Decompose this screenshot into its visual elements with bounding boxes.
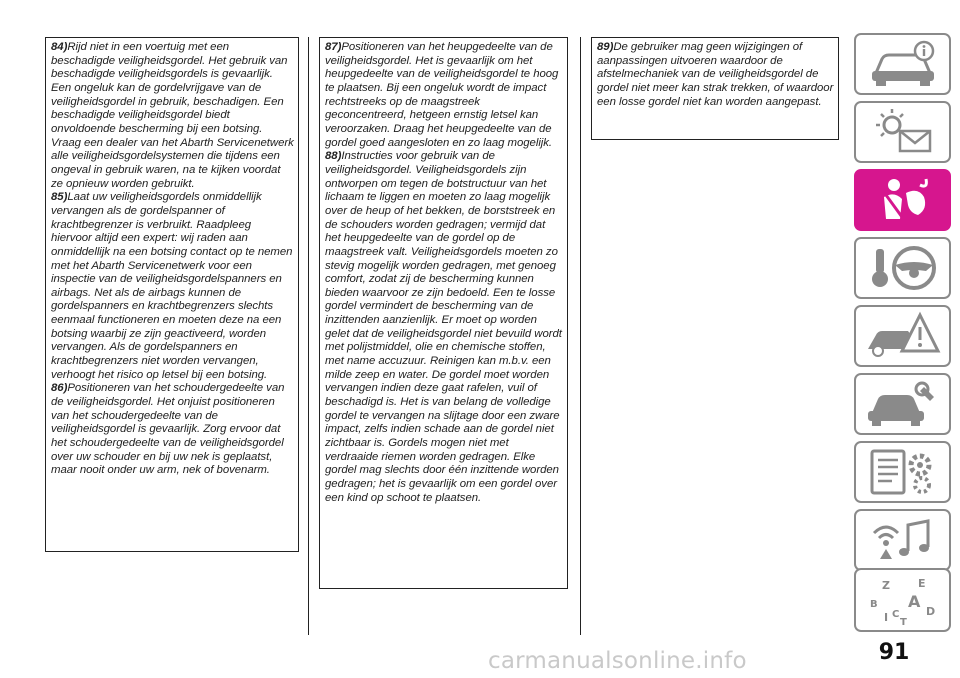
tab-car-info[interactable] (854, 33, 951, 95)
svg-text:B: B (869, 599, 878, 610)
tab-warning-lights[interactable] (854, 101, 951, 163)
svg-text:Z: Z (881, 579, 890, 592)
svg-text:I: I (883, 611, 888, 624)
key-steering-wheel-icon (862, 241, 944, 295)
breakdown-icon (862, 309, 944, 363)
tab-emergency[interactable] (854, 305, 951, 367)
tab-technical-data[interactable] (854, 441, 951, 503)
car-info-icon (862, 37, 944, 91)
note-88: 88)Instructies voor gebruik van de veiligheidsgordel. Veiligheidsgordels zijn ontworpen om tegen de botstructuur van het lichaam te liggen en moeten zo laag mogelijk over de heup of het bekken, de borststreek en de schouders worden gedragen; vermijd dat het heupgedeelte van de gordel op de maagstreek valt. Veiligheidsgordels moeten zo stevig mogelijk worden gedragen, met genoeg comfort, zodat zij de bescherming kunnen bieden waarvoor ze zijn bedoeld. Een te losse gordel vermindert de bescherming van de inzittenden aanzienlijk. Er moet op worden gelet dat de veiligheidsgordel niet bevuild wordt met polijstmiddel, olie en chemische stoffen, met name accuzuur. Reinigen kan m.b.v. een milde zeep en water. De gordel moet worden vervangen indien deze gaat rafelen, vuil of beschadigd is. Het is van belang de volledige gordel te vervangen na slijtage door een zware impact, zelfs indien schade aan de gordel niet zichtbaar is. Gordels mogen niet met verdraaide riemen worden gedragen. Elke gordel mag slechts door één inzittende worden gedragen; het is gevaarlijk om een gordel over een kind op schoot te plaatsen. (325, 150, 562, 504)
warning-box-column-1 (45, 37, 299, 552)
seatbelt-airbag-icon (862, 173, 944, 227)
tab-starting-driving[interactable] (854, 237, 951, 299)
svg-text:E: E (917, 577, 926, 590)
tab-servicing[interactable] (854, 373, 951, 435)
column-divider (308, 37, 309, 635)
note-87: 87)Positioneren van het heupgedeelte van de veiligheidsgordel. Het is gevaarlijk om het heupgedeelte van de veiligheidsgordel te hoog te plaatsen. Bij een ongeluk wordt de impact rechtstreeks op de maagstreek geconcentreerd, hetgeen ernstig letsel kan veroorzaken. Draag het heupgedeelte van de gordel goed aangesloten en zo laag mogelijk. (325, 41, 559, 149)
warning-lights-icon (862, 105, 944, 159)
note-85: 85)Laat uw veiligheidsgordels onmiddellijk vervangen als de gordelspanner of krachtbegrenzer is verbruikt. Raadpleeg hiervoor altijd een expert: wij raden aan onmiddellijk na een botsing contact op te nemen met het Abarth Servicenetwerk voor een inspectie van de veiligheidsgordelspanners en airbags. Net als de airbags kunnen de gordelspanners en krachtbegrenzers slechts eenmaal functioneren en moeten deze na een botsing waarbij ze zijn geactiveerd, worden vervangen. Als de gordelspanners en krachtbegrenzers niet worden vervangen, verhoogt het risico op letsel bij een botsing. (51, 191, 293, 381)
svg-text:D: D (925, 605, 935, 618)
technical-data-icon (862, 445, 944, 499)
note-86: 86)Positioneren van het schoudergedeelte van de veiligheidsgordel. Het onjuist positioneren van het schoudergedeelte van de veiligheidsgordel is gevaarlijk. Zorg ervoor dat het schoudergedeelte van de veiligheidsgordel over uw schouder en bij uw nek is geplaatst, maar nooit onder uw arm, nek of bovenarm. (51, 382, 285, 477)
column-divider (580, 37, 581, 635)
svg-text:A: A (907, 592, 920, 611)
warning-box-column-3 (591, 37, 839, 140)
note-84: 84)Rijd niet in een voertuig met een beschadigde veiligheidsgordel. Het gebruik van beschadigde veiligheidsgordels is gevaarlijk. Een ongeluk kan de gordelvrijgave van de veiligheidsgordel in gebruik, beschadigen. Een beschadigde veiligheidsgordel biedt onvoldoende bescherming bij een botsing. Vraag een dealer van het Abarth Servicenetwerk alle veiligheidsgordelsystemen die tijdens een ongeval in gebruik waren, na te kijken voordat ze opnieuw worden gebruikt. (51, 41, 294, 190)
index-icon (862, 573, 944, 627)
page-number: 91 (878, 640, 910, 665)
watermark: carmanualsonline.info (488, 648, 747, 674)
tab-safety[interactable] (854, 169, 951, 231)
svg-text:T: T (899, 617, 907, 627)
multimedia-icon (862, 513, 944, 567)
note-89: 89)De gebruiker mag geen wijzigingen of aanpassingen uitvoeren waardoor de afstelmechaniek van de veiligheidsgordel de gordel niet meer kan strak trekken, of waardoor een losse gordel niet kan worden aangepast. (597, 41, 834, 108)
svg-text:C: C (891, 609, 899, 620)
warning-box-column-2 (319, 37, 568, 589)
car-service-icon (862, 377, 944, 431)
tab-index[interactable] (854, 568, 951, 632)
tab-multimedia[interactable] (854, 509, 951, 571)
